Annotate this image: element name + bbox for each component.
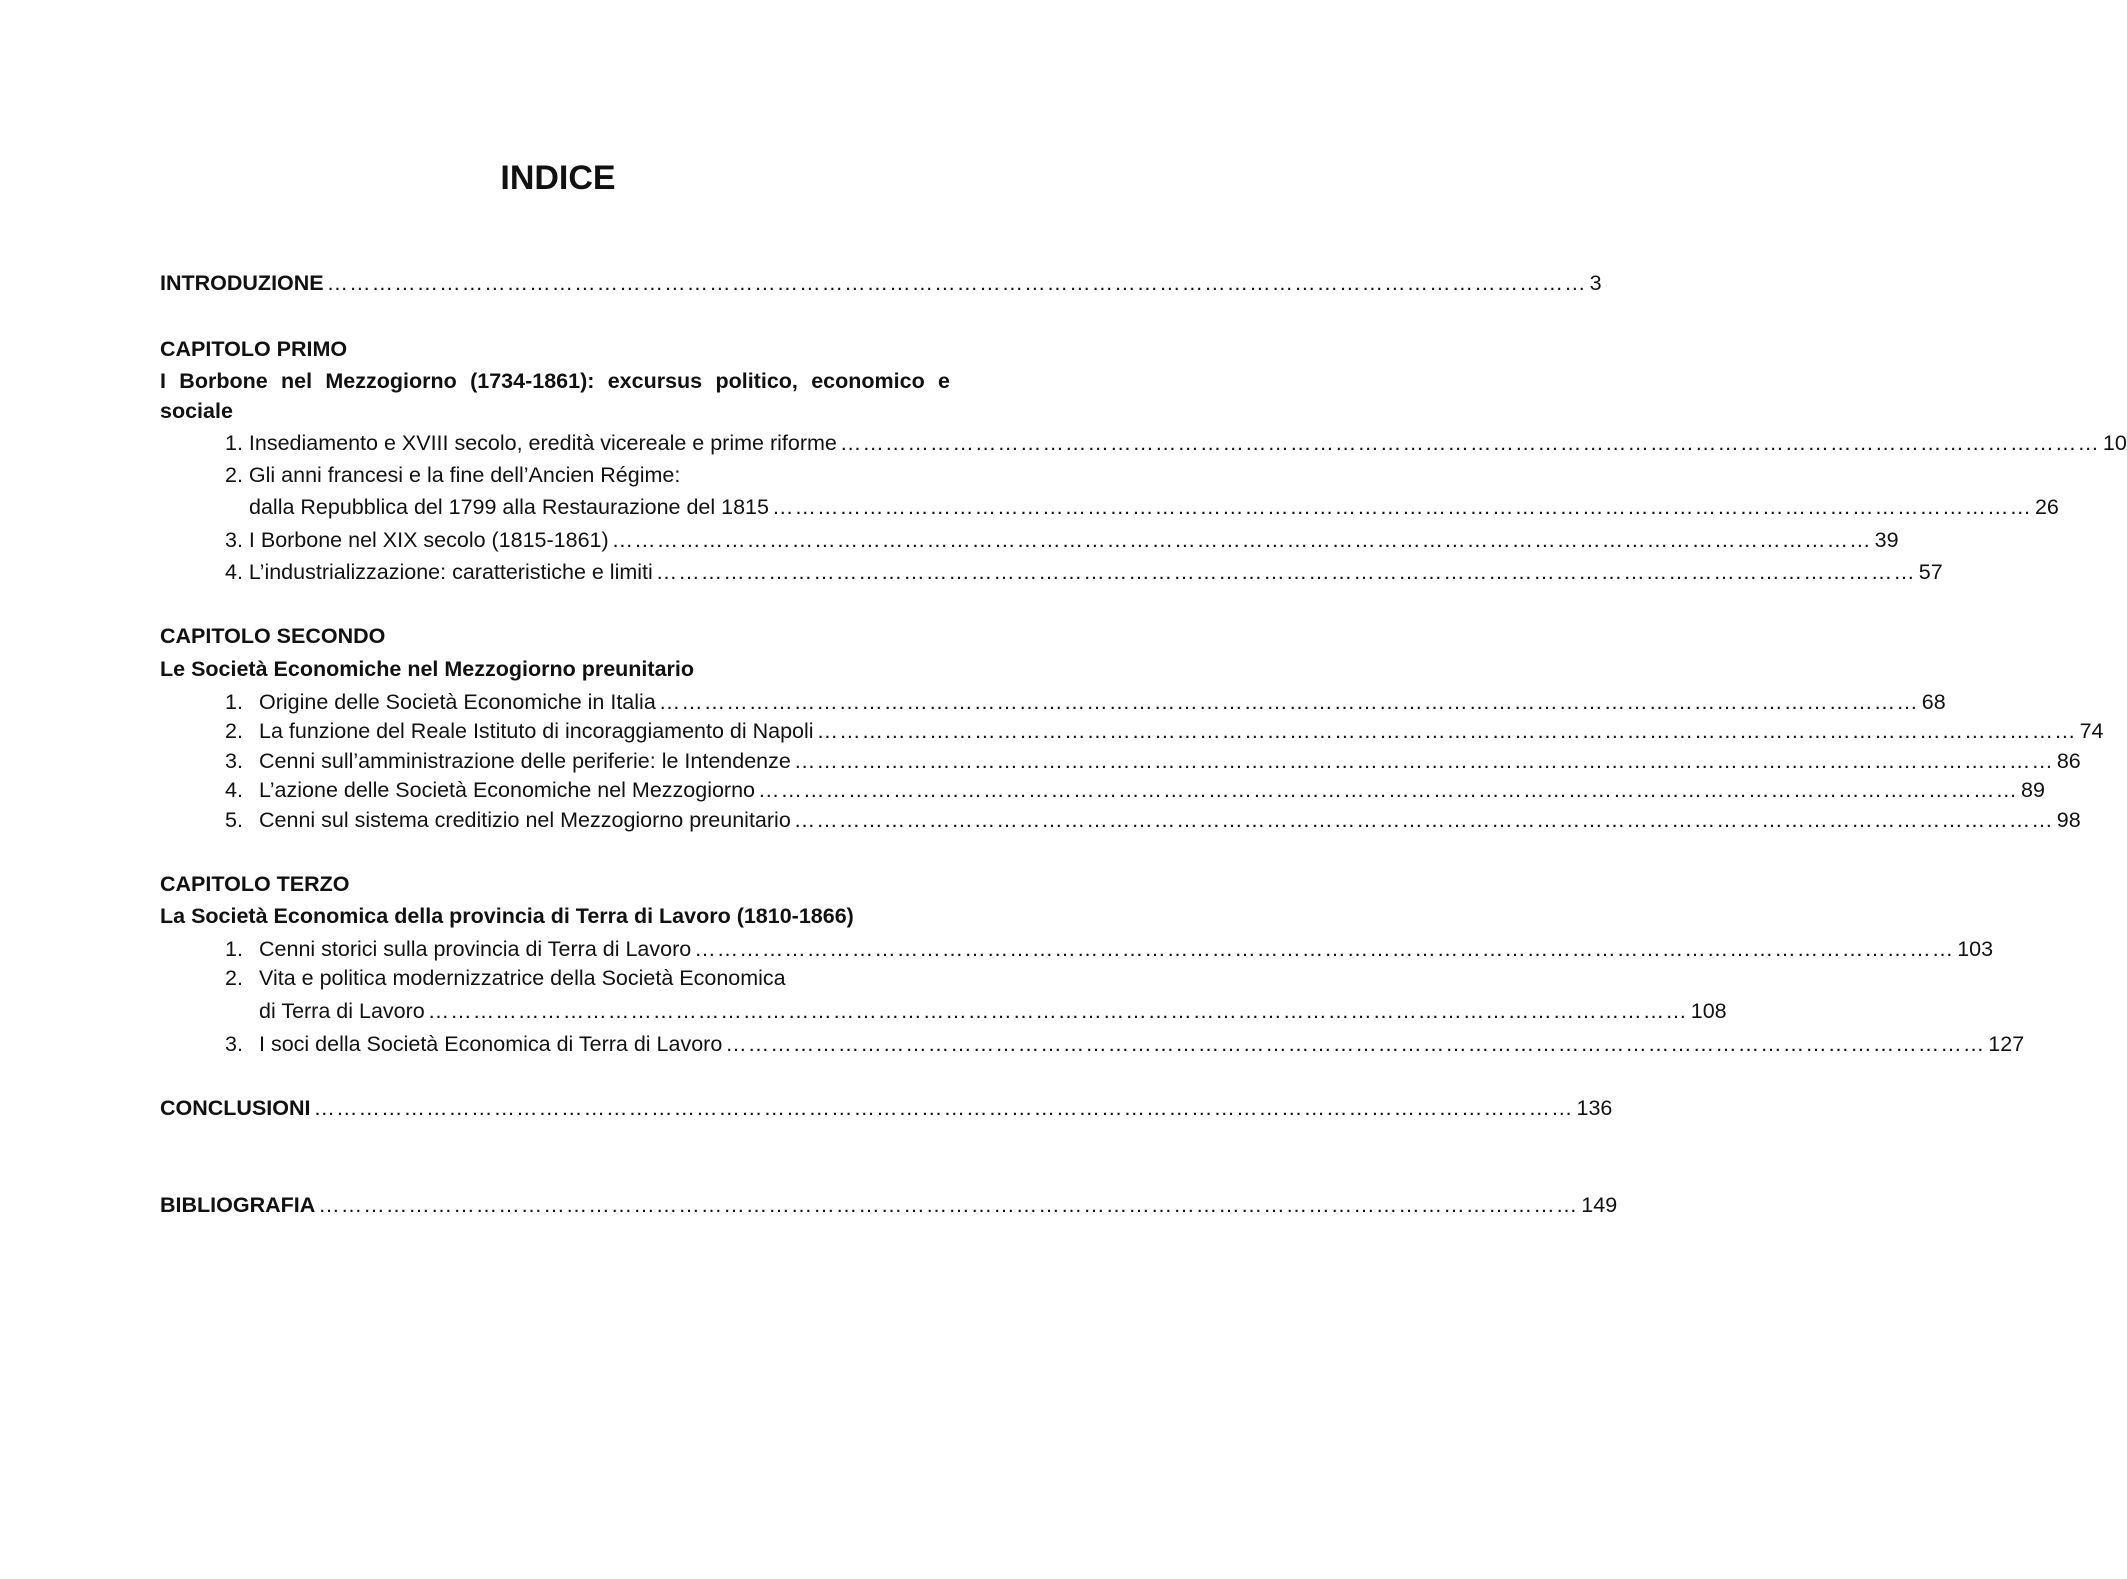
page-number: 127: [1988, 1032, 2025, 1056]
leader-dots: ……………………………………………………………………………………………………………………………………………………: [318, 1193, 1579, 1217]
item-number: 5.: [225, 808, 243, 832]
page-number: 108: [1690, 999, 1727, 1023]
toc-label: BIBLIOGRAFIA: [160, 1193, 316, 1217]
leader-dots: ……………………………………………………………………………………………………………………………………………………: [816, 719, 2077, 743]
toc-entry[interactable]: [225, 526, 1899, 554]
toc-entry[interactable]: [225, 747, 2081, 775]
page-number: 3: [1589, 271, 1602, 295]
toc-entry-introduzione[interactable]: [160, 269, 1602, 297]
page-number: 74: [2079, 719, 2104, 743]
item-number: 1.: [225, 690, 243, 714]
item-number: 4.: [225, 778, 243, 802]
page-title: INDICE: [500, 159, 616, 197]
toc-label: dalla Repubblica del 1799 alla Restaurazione del 1815: [249, 495, 769, 519]
leader-dots: ……………………………………………………………………………………………………………………………………………………: [839, 431, 2100, 455]
toc-entry[interactable]: [225, 429, 2127, 457]
toc-entry[interactable]: [249, 493, 2059, 521]
toc-label: Vita e politica modernizzatrice della Società Economica: [259, 966, 786, 990]
chapter-subtitle: Le Società Economiche nel Mezzogiorno preunitario: [160, 657, 694, 681]
leader-dots: ……………………………………………………………………………………………………………………………………………………: [758, 778, 2019, 802]
toc-label: Origine delle Società Economiche in Italia: [259, 690, 656, 714]
toc-label: Cenni storici sulla provincia di Terra di Lavoro: [259, 937, 692, 961]
item-number: 1.: [225, 937, 243, 961]
leader-dots: ……………………………………………………………………………………………………………………………………………………: [694, 937, 1955, 961]
chapter-subtitle-cont: sociale: [160, 399, 233, 423]
toc-entry[interactable]: [259, 997, 1727, 1025]
toc-label: 4. L’industrializzazione: caratteristiche e limiti: [225, 560, 653, 584]
page-number: 10: [2102, 431, 2127, 455]
toc-label: I soci della Società Economica di Terra di Lavoro: [259, 1032, 723, 1056]
toc-label: 3. I Borbone nel XIX secolo (1815-1861): [225, 528, 609, 552]
leader-dots: ……………………………………………………………………………………………………………………………………………………: [771, 495, 2032, 519]
chapter-subtitle: La Società Economica della provincia di Terra di Lavoro (1810-1866): [160, 904, 854, 928]
toc-entry[interactable]: [225, 806, 2081, 834]
leader-dots: ……………………………………………………………………………………………………………………………………………………: [725, 1032, 1986, 1056]
page-number: 103: [1957, 937, 1994, 961]
leader-dots: ……………………………………………………………………………………………………………………………………………………: [326, 271, 1587, 295]
leader-dots: ……………………………………………………………………………………………………………………………………………………: [658, 690, 1919, 714]
leader-dots: ……………………………………………………………………………………………………………………………………………………: [793, 749, 2054, 773]
toc-label: INTRODUZIONE: [160, 271, 324, 295]
chapter-heading: CAPITOLO TERZO: [160, 872, 350, 896]
toc-label: Cenni sul sistema creditizio nel Mezzogiorno preunitario: [259, 808, 791, 832]
item-number: 3.: [225, 1032, 243, 1056]
toc-entry[interactable]: [225, 688, 1946, 716]
toc-label: di Terra di Lavoro: [259, 999, 425, 1023]
toc-entry-label[interactable]: 2. Gli anni francesi e la fine dell’Ancien Régime:: [225, 463, 681, 487]
toc-label: L’azione delle Società Economiche nel Mezzogiorno: [259, 778, 756, 802]
toc-label: 1. Insediamento e XVIII secolo, eredità vicereale e prime riforme: [225, 431, 837, 455]
page-number: 57: [1918, 560, 1943, 584]
item-number: 2.: [225, 719, 243, 743]
chapter-subtitle: I Borbone nel Mezzogiorno (1734-1861): excursus politico, economico e: [160, 369, 950, 393]
toc-entry-conclusioni[interactable]: [160, 1094, 1613, 1122]
toc-label: CONCLUSIONI: [160, 1096, 311, 1120]
item-number: 2.: [225, 966, 243, 990]
page-number: 86: [2056, 749, 2081, 773]
leader-dots: ……………………………………………………………………………………………………………………………………………………: [655, 560, 1916, 584]
page-number: 98: [2056, 808, 2081, 832]
leader-dots: ……………………………………………………………………………………………………………………………………………………: [313, 1096, 1574, 1120]
page-number: 136: [1576, 1096, 1613, 1120]
page-number: 26: [2034, 495, 2059, 519]
toc-entry[interactable]: [225, 776, 2045, 804]
page-number: 68: [1921, 690, 1946, 714]
page-number: 39: [1874, 528, 1899, 552]
chapter-heading: CAPITOLO SECONDO: [160, 624, 386, 648]
chapter-heading: CAPITOLO PRIMO: [160, 337, 348, 361]
toc-label: La funzione del Reale Istituto di incoraggiamento di Napoli: [259, 719, 814, 743]
leader-dots: ……………………………………………………………………………………………………………………………………………………: [793, 808, 2054, 832]
item-number: 3.: [225, 749, 243, 773]
leader-dots: ……………………………………………………………………………………………………………………………………………………: [427, 999, 1688, 1023]
toc-label: Cenni sull’amministrazione delle periferie: le Intendenze: [259, 749, 791, 773]
toc-entry[interactable]: [225, 558, 1943, 586]
page-number: 89: [2021, 778, 2045, 802]
toc-entry-bibliografia[interactable]: [160, 1191, 1618, 1219]
page-number: 149: [1581, 1193, 1618, 1217]
leader-dots: ……………………………………………………………………………………………………………………………………………………: [611, 528, 1872, 552]
toc-entry[interactable]: [225, 935, 1994, 963]
toc-entry[interactable]: [225, 717, 2104, 745]
toc-entry[interactable]: [225, 1030, 2025, 1058]
toc-entry-label[interactable]: [225, 964, 946, 992]
